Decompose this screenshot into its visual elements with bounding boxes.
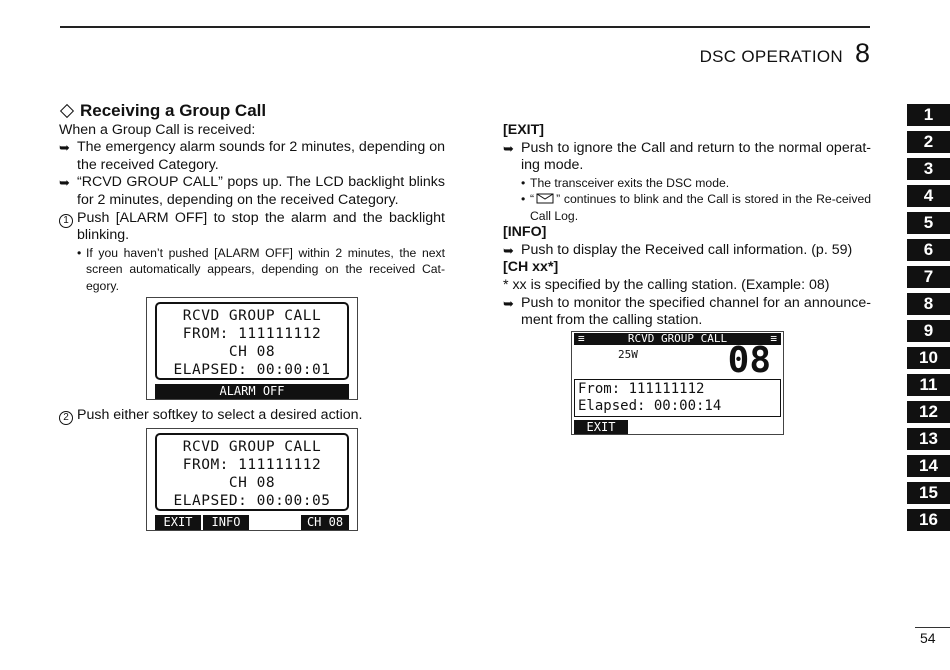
channel-softkey: CH 08 [301,515,349,530]
page-number: 54 [920,630,936,646]
menu-icon: ≡ [578,332,585,345]
arrow-right-icon: ➥ [503,242,514,258]
chapter-tab[interactable]: 13 [907,428,950,450]
list-item: ➥ “RCVD GROUP CALL” pops up. The LCD backlight blinks for 2 minutes, depending on the received Category. [59,174,445,208]
section-heading [59,102,445,120]
chapter-tab[interactable]: 7 [907,266,950,288]
chapter-tab[interactable]: 1 [907,104,950,126]
lcd-line: ELAPSED: 00:00:01 [173,362,331,378]
elapsed-line: Elapsed: 00:00:14 [578,398,722,414]
exit-softkey: EXIT [574,420,628,434]
chapter-tab[interactable]: 3 [907,158,950,180]
lcd-line: FROM: 111111112 [182,326,322,342]
chapter-tabs [907,104,950,536]
lcd-line: CH 08 [228,475,276,491]
arrow-right-icon: ➥ [59,175,70,191]
step-2: 2 Push either softkey to select a desired action. [59,407,445,425]
section-header [700,38,870,69]
chapter-tab[interactable]: 10 [907,347,950,369]
call-info-box [574,379,781,417]
channel-label: [CH xx*] [503,259,559,276]
lcd-line: ELAPSED: 00:00:05 [173,493,331,509]
note-item: • The transceiver exits the DSC mode. [521,175,730,190]
envelope-icon [536,193,554,204]
chapter-tab[interactable]: 9 [907,320,950,342]
exit-label: [EXIT] [503,122,544,138]
chapter-tab[interactable]: 12 [907,401,950,423]
channel-number: 08 [727,340,771,381]
top-rule [60,26,870,28]
right-column [503,122,871,330]
chapter-tab[interactable]: 15 [907,482,950,504]
menu-icon: ≡ [770,332,777,345]
chapter-tab[interactable]: 14 [907,455,950,477]
arrow-right-icon: ➥ [59,140,70,156]
chapter-tab[interactable]: 5 [907,212,950,234]
chapter-tab[interactable]: 8 [907,293,950,315]
arrow-right-icon: ➥ [503,140,514,156]
lcd-screen-alarm [146,297,358,400]
lcd-screen-actions [146,428,358,531]
chapter-tab[interactable]: 6 [907,239,950,261]
arrow-right-icon: ➥ [503,295,514,311]
from-line: From: 111111112 [578,381,705,397]
note-item: • “ ” continues to blink and the Call is stored in the Re-ceived Call Log. [521,192,871,223]
exit-softkey: EXIT [155,515,201,530]
alarm-off-softkey: ALARM OFF [155,384,349,399]
chapter-tab[interactable]: 2 [907,131,950,153]
lcd-line: RCVD GROUP CALL [182,308,322,324]
lcd-line: CH 08 [228,344,276,360]
lcd-line: RCVD GROUP CALL [182,439,322,455]
section-title: DSC OPERATION [699,47,843,66]
left-column [59,102,445,294]
chapter-tab[interactable]: 11 [907,374,950,396]
lcd-title: RCVD GROUP CALL [627,332,728,345]
step-1: 1 Push [ALARM OFF] to stop the alarm and the backlight blinking. [59,210,445,245]
channel-note: * xx is specified by the calling station. (Example: 08) [503,277,830,294]
list-item: ➥ Push to display the Received call information. (p. 59) [503,241,853,258]
step-number: 1 [59,214,73,228]
lcd-screen-channel [571,331,784,435]
heading-text: Receiving a Group Call [80,101,267,120]
section-number: 8 [854,38,870,68]
info-softkey: INFO [203,515,249,530]
lcd-line: FROM: 111111112 [182,457,322,473]
list-item: ➥ Push to ignore the Call and return to the normal operat-ing mode. [503,139,871,174]
chapter-tab[interactable]: 16 [907,509,950,531]
info-label: [INFO] [503,224,547,241]
power-indicator: 25W [618,348,638,361]
step-number: 2 [59,411,73,425]
page-rule [915,627,950,628]
list-item: ➥ The emergency alarm sounds for 2 minutes, depending on the received Category. [59,139,445,173]
diamond-outline-icon [60,104,74,118]
intro-text: When a Group Call is received: [59,121,256,138]
note-item: • If you haven’t pushed [ALARM OFF] within 2 minutes, the next screen automatically appears, depending on the received Cat-egory. [77,245,445,293]
chapter-tab[interactable]: 4 [907,185,950,207]
list-item: ➥ Push to monitor the specified channel for an announce-ment from the calling station. [503,294,871,329]
